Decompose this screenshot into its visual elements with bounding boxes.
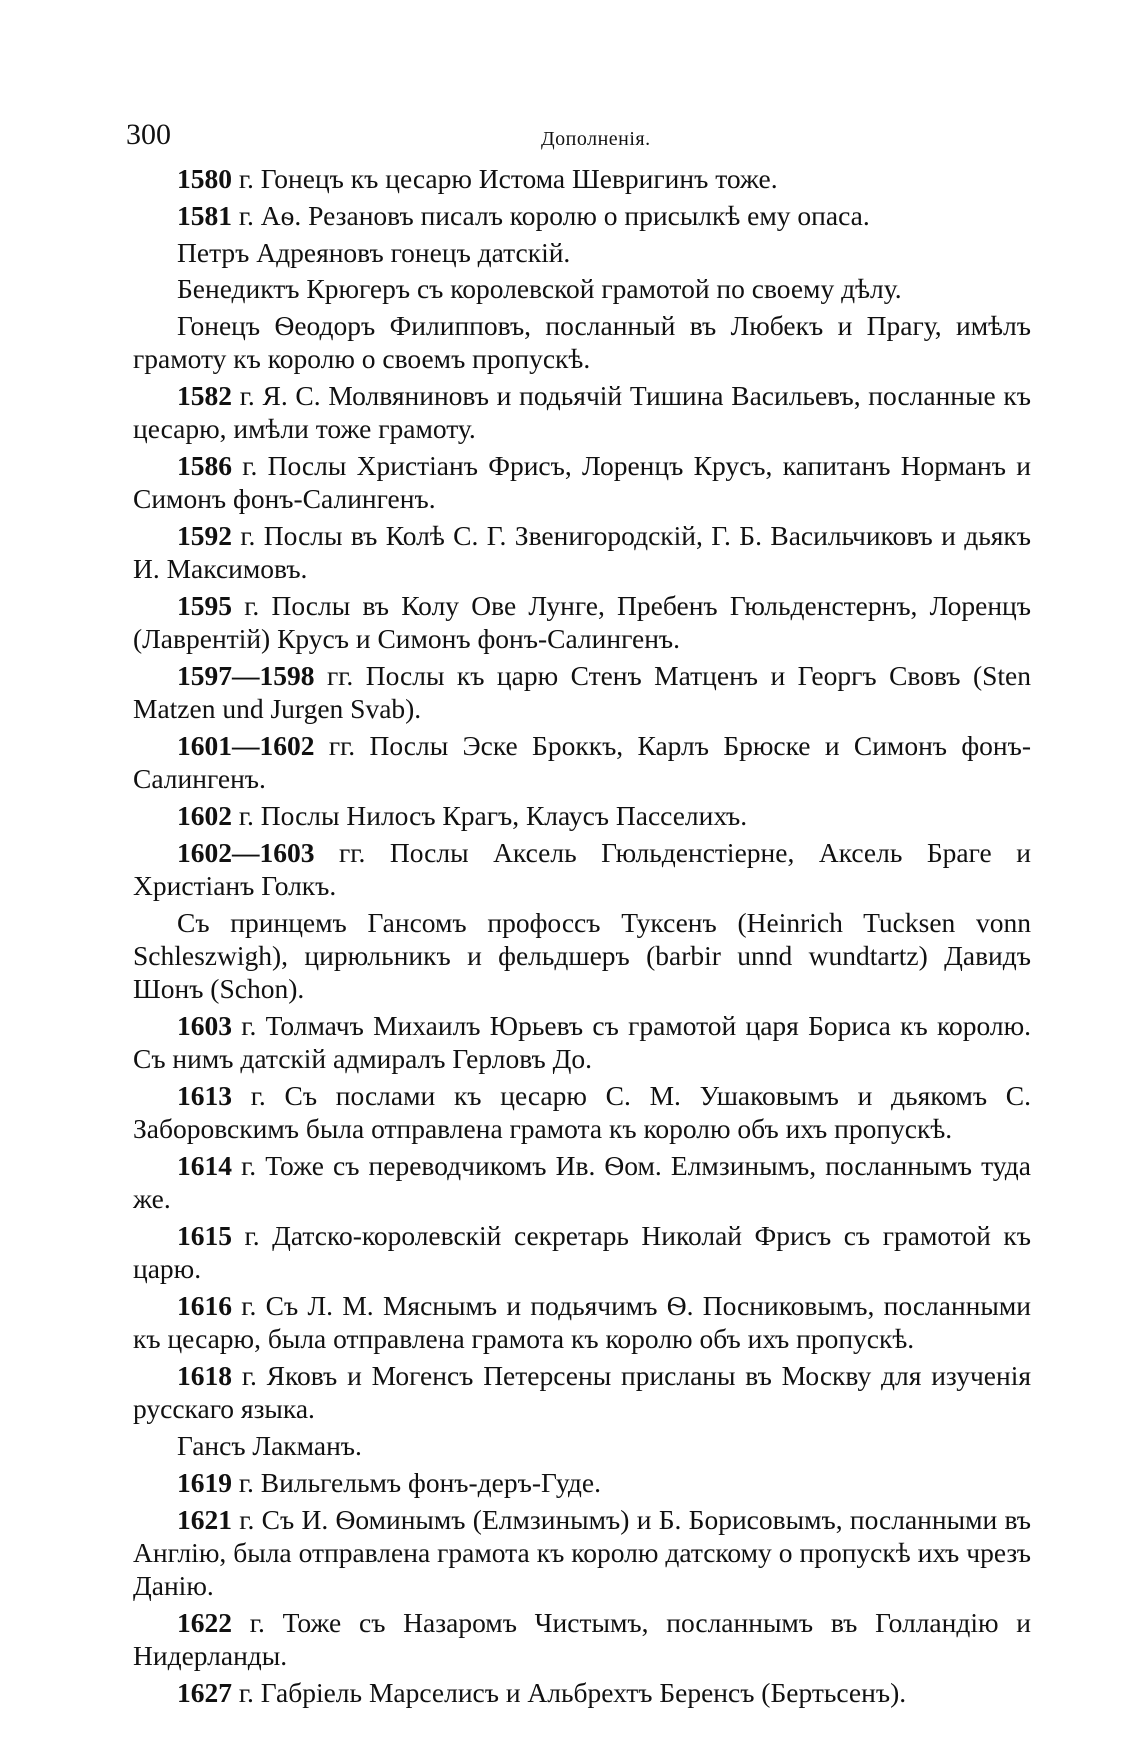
entry-paragraph <box>133 799 1031 832</box>
entry-text: г. Послы Нилосъ Крагъ, Клаусъ Пасселихъ. <box>232 800 748 832</box>
running-title: Дополненія. <box>541 128 651 150</box>
entry-paragraph <box>133 1676 1031 1709</box>
entry-paragraph <box>133 1466 1031 1499</box>
entry-paragraph <box>133 1503 1031 1603</box>
entry-year: 1627 <box>177 1676 232 1708</box>
entry-paragraph <box>133 589 1031 655</box>
entry-year: 1614 <box>177 1150 232 1182</box>
entry-paragraph <box>133 1149 1031 1215</box>
entry-year: 1619 <box>177 1466 232 1498</box>
entry-text: Гансъ Лакманъ. <box>177 1430 362 1462</box>
entry-paragraph <box>133 1079 1031 1145</box>
entry-paragraph <box>133 659 1031 725</box>
entry-text: г. Аѳ. Резановъ писалъ королю о присылкѣ ему опаса. <box>232 199 870 231</box>
entry-text: Петръ Адреяновъ гонецъ датскій. <box>177 236 571 268</box>
entry-text: г. Тоже съ Назаромъ Чистымъ, посланнымъ въ Голландію и Нидерланды. <box>133 1606 1031 1672</box>
entry-year: 1621 <box>177 1503 232 1535</box>
entry-paragraph <box>133 309 1031 375</box>
entry-text: г. Гонецъ къ цесарю Истома Шевригинъ тоже. <box>232 163 778 194</box>
entry-text: гг. Послы къ царю Стенъ Матценъ и Георгъ Свовъ (Sten Matzen und Jurgen Svab). <box>133 660 1031 725</box>
entry-text: г. Съ послами къ цесарю С. М. Ушаковымъ и дьякомъ С. Заборовскимъ была отправлена грамота къ королю объ ихъ пропускѣ. <box>133 1080 1031 1145</box>
entry-year: 1613 <box>177 1080 232 1112</box>
entry-text: г. Тоже съ переводчикомъ Ив. Ѳом. Елмзинымъ, посланнымъ туда же. <box>133 1150 1031 1215</box>
entry-text: г. Яковъ и Могенсъ Петерсены присланы въ Москву для изученія русскаго языка. <box>133 1360 1031 1425</box>
entry-paragraph <box>133 906 1031 1006</box>
entry-paragraph <box>133 1429 1031 1462</box>
entry-year: 1581 <box>177 199 232 231</box>
entry-text: г. Съ И. Ѳоминымъ (Елмзинымъ) и Б. Борисовымъ, посланными въ Англію, была отправлена грамота къ королю датскому о пропускѣ ихъ чрезъ Данію. <box>133 1503 1031 1602</box>
entry-text: г. Съ Л. М. Мяснымъ и подьячимъ Ѳ. Посниковымъ, посланными къ цесарю, была отправлена грамота къ королю объ ихъ пропускѣ. <box>133 1290 1031 1355</box>
entry-text: Съ принцемъ Гансомъ профоссъ Туксенъ (Heinrich Tucksen vonn Schleszwigh), цирюльникъ и фельдшеръ (barbir unnd wundtartz) Давидъ Шонъ (Schon). <box>133 906 1031 1005</box>
entry-year: 1595 <box>177 590 232 622</box>
entry-text: гг. Послы Эске Броккъ, Карлъ Брюске и Симонъ фонъ-Салингенъ. <box>133 730 1031 795</box>
entry-paragraph <box>133 236 1031 269</box>
entry-year: 1601—1602 <box>177 730 315 762</box>
entry-paragraph <box>133 449 1031 515</box>
entry-year: 1603 <box>177 1010 232 1042</box>
entry-year: 1618 <box>177 1360 232 1392</box>
entry-year: 1615 <box>177 1220 232 1252</box>
entry-paragraph <box>133 1289 1031 1355</box>
entry-year: 1622 <box>177 1606 232 1638</box>
entry-text: г. Габріель Марселисъ и Альбрехтъ Беренсъ (Бертьсенъ). <box>232 1676 907 1708</box>
entry-text: Гонецъ Ѳеодоръ Филипповъ, посланный въ Любекъ и Прагу, имѣлъ грамоту къ королю о своемъ пропускѣ. <box>133 310 1031 375</box>
entry-text: г. Я. С. Молвяниновъ и подьячій Тишина Васильевъ, посланные къ цесарю, имѣли тоже грамоту. <box>133 380 1031 445</box>
entry-year: 1602 <box>177 800 232 832</box>
entry-paragraph <box>133 162 1031 195</box>
entry-text: г. Послы Христіанъ Фрисъ, Лоренцъ Крусъ, капитанъ Норманъ и Симонъ фонъ-Салингенъ. <box>133 450 1031 515</box>
entry-paragraph <box>133 379 1031 445</box>
entry-paragraph <box>133 729 1031 795</box>
entry-paragraph <box>133 836 1031 902</box>
entry-text: г. Послы въ Колѣ С. Г. Звенигородскій, Г. Б. Васильчиковъ и дьякъ И. Максимовъ. <box>133 520 1031 585</box>
entry-year: 1582 <box>177 380 232 412</box>
entry-year: 1586 <box>177 450 232 482</box>
entry-paragraph <box>133 272 1031 305</box>
entry-year: 1597—1598 <box>177 660 315 692</box>
entry-text: Бенедиктъ Крюгеръ съ королевской грамотой по своему дѣлу. <box>177 273 902 305</box>
entry-text: г. Толмачъ Михаилъ Юрьевъ съ грамотой царя Бориса къ королю. Съ нимъ датскій адмиралъ Герловъ До. <box>133 1010 1031 1075</box>
page-body <box>133 162 1031 1713</box>
page-number: 300 <box>126 118 171 151</box>
entry-text: г. Послы въ Колу Ове Лунге, Пребенъ Гюльденстернъ, Лоренцъ (Лаврентій) Крусъ и Симонъ фонъ-Салингенъ. <box>133 590 1031 655</box>
entry-paragraph <box>133 519 1031 585</box>
entry-year: 1602—1603 <box>177 836 315 868</box>
entry-paragraph <box>133 1009 1031 1075</box>
entry-paragraph <box>133 199 1031 232</box>
entry-paragraph <box>133 1359 1031 1425</box>
entry-text: гг. Послы Аксель Гюльденстіерне, Аксель Браге и Христіанъ Голкъ. <box>133 836 1031 902</box>
entry-year: 1580 <box>177 163 232 194</box>
entry-text: г. Вильгельмъ фонъ-деръ-Гуде. <box>232 1466 601 1498</box>
entry-text: г. Датско-королевскій секретарь Николай Фрисъ съ грамотой къ царю. <box>133 1220 1031 1285</box>
entry-year: 1592 <box>177 520 232 552</box>
entry-paragraph <box>133 1219 1031 1285</box>
entry-paragraph <box>133 1606 1031 1672</box>
entry-year: 1616 <box>177 1290 232 1322</box>
page-header <box>126 118 1026 158</box>
